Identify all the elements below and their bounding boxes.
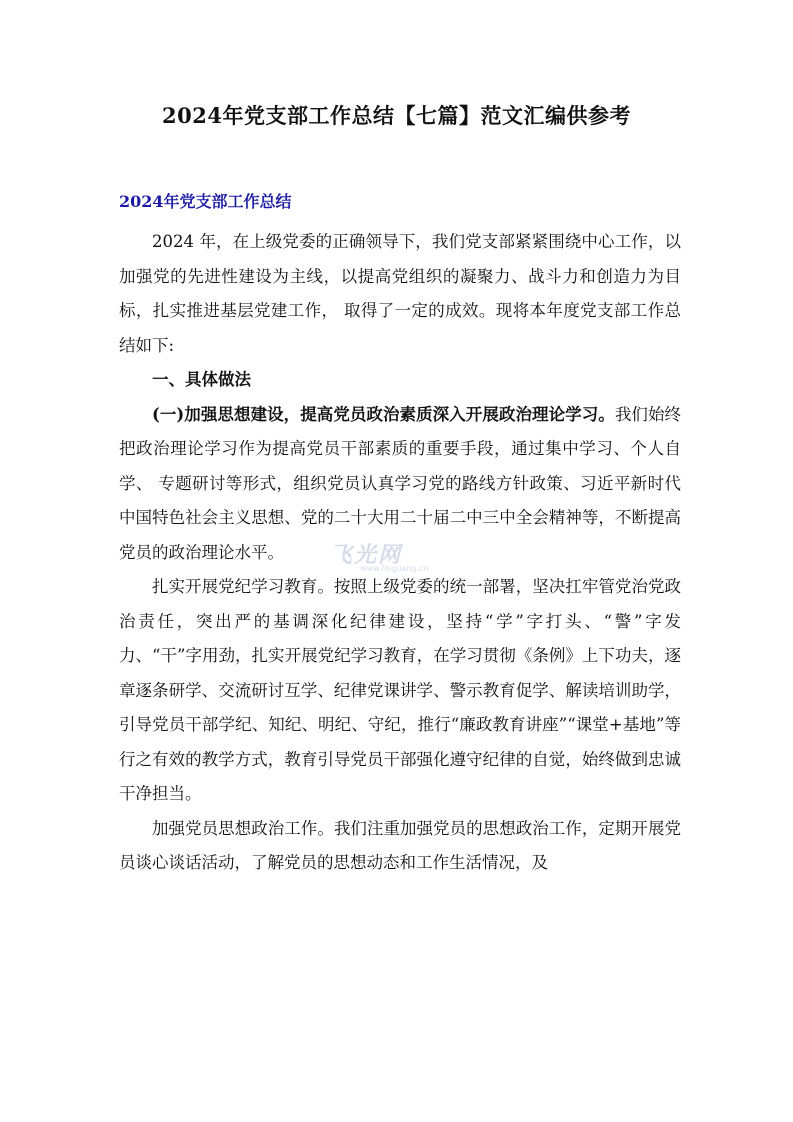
paragraph-discipline-education: 扎实开展党纪学习教育。按照上级党委的统一部署，坚决扛牢管党治党政治责任，突出严的基调深化纪律建设，坚持“学”字打头、“警”字发力、“干”字用劲，扎实开展党纪学习教育，在学习贯彻《条例》上下功夫，逐章逐条研学、交流研讨互学、纪律党课讲学、警示教育促学、解读培训助学，引导党员干部学纪、知纪、明纪、守纪，推行“廉政教育讲座”“课堂+基地”等行之有效的教学方式，教育引导党员干部强化遵守纪律的自觉，始终做到忠诚干净担当。 (119, 577, 681, 803)
section-heading: 2024年党支部工作总结 (119, 192, 292, 211)
paragraph-intro: 2024 年，在上级党委的正确领导下，我们党支部紧紧围绕中心工作，以加强党的先进性建设为主线，以提高党组织的凝聚力、战斗力和创造力为目标，扎实推进基层党建工作， 取得了一定的成效。现将本年度党支部工作总结如下: (119, 232, 681, 355)
paragraph-political-work: 加强党员思想政治工作。我们注重加强党员的思想政治工作，定期开展党员谈心谈话活动，了解党员的思想动态和工作生活情况，及 (119, 818, 681, 872)
paragraph-lead-bold: (一)加强思想建设，提高党员政治素质深入开展政治理论学习。 (152, 404, 615, 424)
subheading-specific-practices: 一、具体做法 (152, 370, 251, 389)
document-body (119, 225, 681, 881)
paragraph-ideological-building (119, 398, 681, 571)
watermark-url: www.feiguang.cn (360, 564, 429, 573)
paragraph-body-text: 我们始终把政治理论学习作为提高党员干部素质的重要手段，通过集中学习、个人自学、 专题研讨等形式，组织党员认真学习党的路线方针政策、习近平新时代中国特色社会主义思想、党的二十大用二十届二中三中全会精神等，不断提高党员的政治理论水平。 (119, 404, 682, 562)
watermark-text: 飞光网 (330, 543, 403, 568)
document-title: 2024年党支部工作总结【七篇】范文汇编供参考 (162, 103, 631, 128)
